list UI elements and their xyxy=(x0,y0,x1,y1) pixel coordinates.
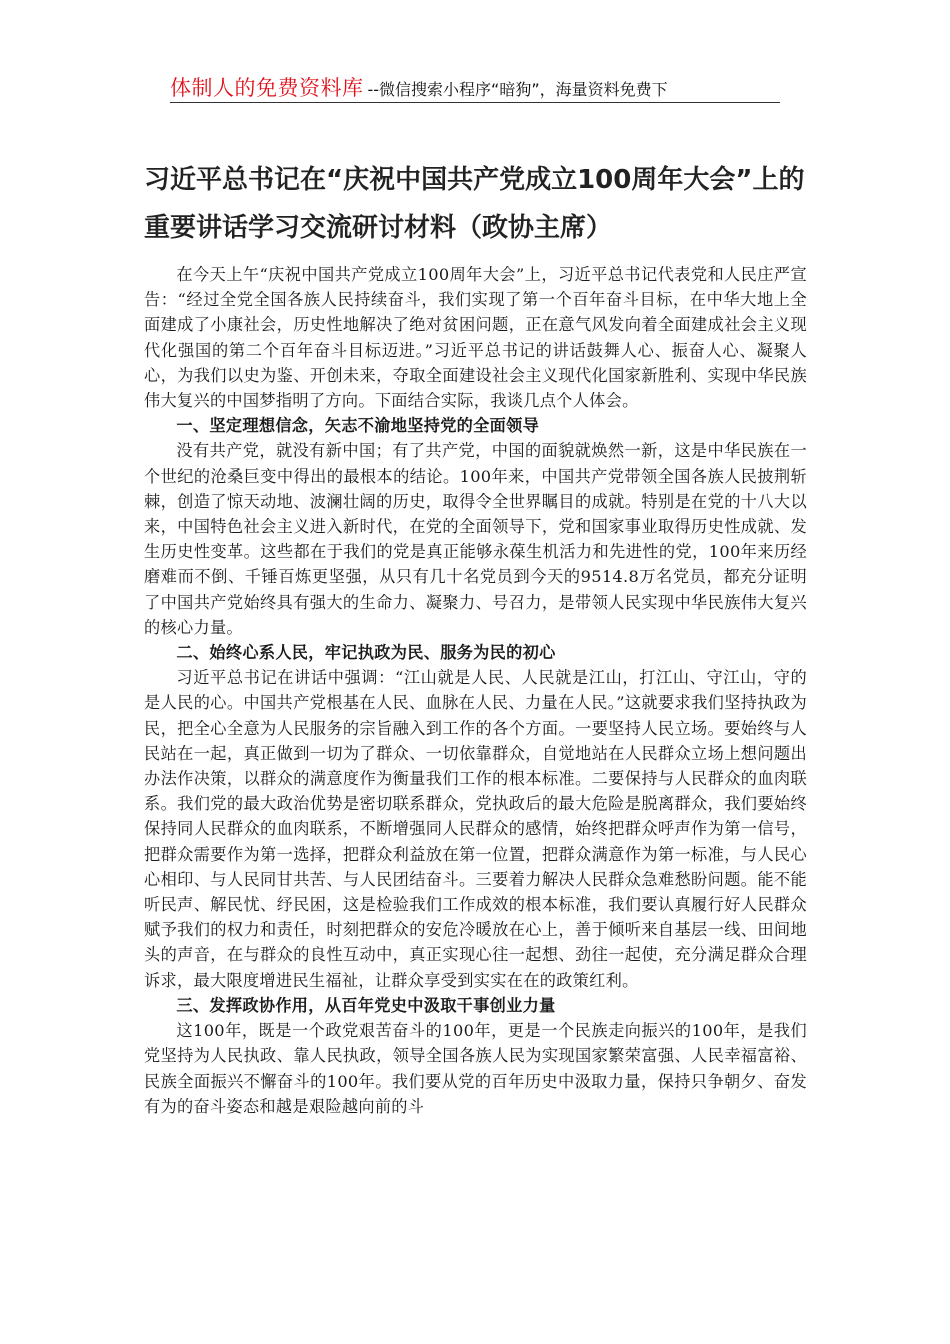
section-3-heading: 三、发挥政协作用，从百年党史中汲取干事创业力量 xyxy=(176,995,556,1015)
section-1-heading: 一、坚定理想信念，矢志不渝地坚持党的全面领导 xyxy=(176,416,540,436)
section-3-body: 这100年，既是一个政党艰苦奋斗的100年，更是一个民族走向振兴的100年，是我们党坚持为人民执政、靠人民执政，领导全国各族人民为实现国家繁荣富强、人民幸福富裕、民族全面振兴不懈奋斗的100年。我们要从党的百年历史中汲取力量，保持只争朝夕、奋发有为的奋斗姿态和越是艰险越向前的斗 xyxy=(144,1021,807,1116)
section-2-heading: 二、始终心系人民，牢记执政为民、服务为民的初心 xyxy=(176,643,556,663)
intro-paragraph: 在今天上午“庆祝中国共产党成立100周年大会”上，习近平总书记代表党和人民庄严宣告：“经过全党全国各族人民持续奋斗，我们实现了第一个百年奋斗目标，在中华大地上全面建成了小康社会，历史性地解决了绝对贫困问题，正在意气风发向着全面建成社会主义现代化强国的第二个百年奋斗目标迈进。”习近平总书记的讲话鼓舞人心、振奋人心、凝聚人心，为我们以史为鉴、开创未来，夺取全面建设社会主义现代化国家新胜利、实现中华民族伟大复兴的中国梦指明了方向。下面结合实际，我谈几点个人体会。 xyxy=(144,265,807,411)
document-title: 习近平总书记在“庆祝中国共产党成立100周年大会”上的重要讲话学习交流研讨材料（政协主席） xyxy=(144,165,805,243)
page-header xyxy=(170,72,780,103)
document-body xyxy=(144,262,807,1119)
section-1-body: 没有共产党，就没有新中国；有了共产党，中国的面貌就焕然一新，这是中华民族在一个世纪的沧桑巨变中得出的最根本的结论。100年来，中国共产党带领全国各族人民披荆斩棘，创造了惊天动地、波澜壮阔的历史，取得令全世界瞩目的成就。特别是在党的十八大以来，中国特色社会主义进入新时代，在党的全面领导下，党和国家事业取得历史性成就、发生历史性变革。这些都在于我们的党是真正能够永葆生机活力和先进性的党，100年来历经磨难而不倒、千锤百炼更坚强，从只有几十名党员到今天的9514.8万名党员，都充分证明了中国共产党始终具有强大的生命力、凝聚力、号召力，是带领人民实现中华民族伟大复兴的核心力量。 xyxy=(144,441,807,637)
section-2-body: 习近平总书记在讲话中强调：“江山就是人民、人民就是江山，打江山、守江山，守的是人民的心。中国共产党根基在人民、血脉在人民、力量在人民。”这就要求我们坚持执政为民，把全心全意为人民服务的宗旨融入到工作的各个方面。一要坚持人民立场。要始终与人民站在一起，真正做到一切为了群众、一切依靠群众，自觉地站在人民群众立场上想问题出办法作决策，以群众的满意度作为衡量我们工作的根本标准。二要保持与人民群众的血肉联系。我们党的最大政治优势是密切联系群众，党执政后的最大危险是脱离群众，我们要始终保持同人民群众的血肉联系，不断增强同人民群众的感情，始终把群众呼声作为第一信号，把群众需要作为第一选择，把群众利益放在第一位置，把群众满意作为第一标准，与人民心心相印、与人民同甘共苦、与人民团结奋斗。三要着力解决人民群众急难愁盼问题。能不能听民声、解民忧、纾民困，这是检验我们工作成效的根本标准，我们要认真履行好人民群众赋予我们的权力和责任，时刻把群众的安危冷暖放在心上，善于倾听来自基层一线、田间地头的声音，在与群众的良性互动中，真正实现心往一起想、劲往一起使，充分满足群众合理诉求，最大限度增进民生福祉，让群众享受到实实在在的政策红利。 xyxy=(144,668,807,990)
header-brand: 体制人的免费资料库 xyxy=(170,76,364,100)
header-slogan: --微信搜索小程序“暗狗”，海量资料免费下 xyxy=(367,80,668,99)
